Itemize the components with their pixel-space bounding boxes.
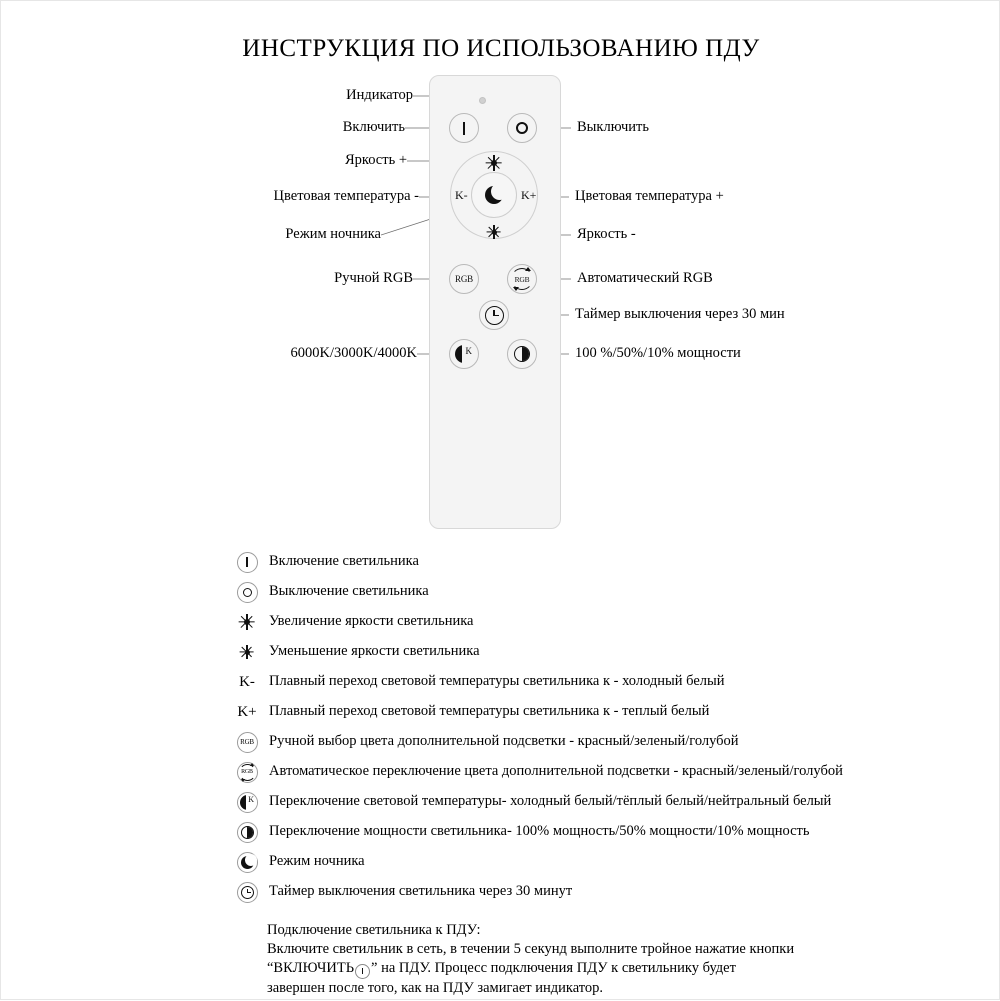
callout-night-mode: Режим ночника bbox=[285, 226, 381, 242]
list-item bbox=[225, 547, 925, 577]
page-title: ИНСТРУКЦИЯ ПО ИСПОЛЬЗОВАНИЮ ПДУ bbox=[242, 35, 760, 62]
legend-label: Увеличение яркости светильника bbox=[269, 613, 474, 630]
clock-icon bbox=[485, 306, 504, 325]
legend-icon bbox=[225, 704, 269, 721]
power-on-icon bbox=[355, 964, 370, 979]
kelvin-moon-icon: K bbox=[455, 345, 473, 363]
night-mode-button[interactable] bbox=[471, 172, 517, 218]
power-on-icon bbox=[237, 552, 258, 573]
k-minus-icon: K- bbox=[239, 673, 255, 690]
legend-icon bbox=[225, 882, 269, 903]
legend-label: Переключение световой температуры- холодный белый/тёплый белый/нейтральный белый bbox=[269, 793, 832, 810]
callout-temp-plus: Цветовая температура + bbox=[575, 188, 724, 204]
sun-dim-icon bbox=[240, 645, 254, 659]
legend-icon bbox=[225, 552, 269, 573]
legend-icon bbox=[225, 732, 269, 753]
pairing-line-2-part-2: ” на ПДУ. Процесс подключения ПДУ к светильнику будет bbox=[371, 960, 736, 977]
moon-icon bbox=[237, 852, 258, 873]
legend-icon bbox=[225, 852, 269, 873]
indicator-led bbox=[479, 97, 486, 104]
list-item bbox=[225, 787, 925, 817]
rgb-manual-icon: RGB bbox=[455, 274, 473, 284]
half-circle-icon bbox=[237, 822, 258, 843]
list-item bbox=[225, 727, 925, 757]
list-item bbox=[225, 817, 925, 847]
rgb-auto-label: RGB bbox=[241, 769, 253, 775]
kelvin-button[interactable] bbox=[449, 339, 479, 369]
legend-label: Переключение мощности светильника- 100% мощность/50% мощности/10% мощность bbox=[269, 823, 810, 840]
pairing-line-3: завершен после того, как на ПДУ замигает индикатор. bbox=[267, 979, 604, 996]
list-item bbox=[225, 697, 925, 727]
rgb-auto-label: RGB bbox=[514, 274, 530, 284]
callout-rgb-manual: Ручной RGB bbox=[334, 270, 413, 286]
legend-icon bbox=[225, 792, 269, 813]
sun-bright-icon bbox=[239, 614, 255, 630]
pairing-line-2-part-1: “ВКЛЮЧИТЬ bbox=[267, 960, 355, 977]
moon-icon bbox=[485, 186, 503, 204]
pairing-instructions bbox=[267, 921, 794, 998]
clock-icon bbox=[237, 882, 258, 903]
rgb-manual-label: RGB bbox=[240, 738, 254, 746]
callout-brightness-up: Яркость + bbox=[344, 152, 407, 168]
power-off-button[interactable] bbox=[507, 113, 537, 143]
legend-label: Выключение светильника bbox=[269, 583, 429, 600]
dial-k-plus-label[interactable]: K+ bbox=[521, 188, 537, 202]
rgb-manual-icon bbox=[237, 732, 258, 753]
legend-label: Уменьшение яркости светильника bbox=[269, 643, 480, 660]
power-on-icon bbox=[463, 122, 465, 135]
callout-timer: Таймер выключения через 30 мин bbox=[575, 306, 785, 322]
callout-kelvin-modes: 6000K/3000K/4000K bbox=[290, 345, 417, 361]
callout-power-off: Выключить bbox=[577, 119, 649, 135]
legend-label: Режим ночника bbox=[269, 853, 365, 870]
sun-bright-icon[interactable] bbox=[486, 155, 502, 171]
legend-label: Плавный переход световой температуры светильника к - холодный белый bbox=[269, 673, 725, 690]
callout-power-levels: 100 %/50%/10% мощности bbox=[575, 345, 741, 361]
callout-brightness-down: Яркость - bbox=[577, 226, 636, 242]
pairing-line-1: Включите светильник в сеть, в течении 5 секунд выполните тройное нажатие кнопки bbox=[267, 941, 795, 958]
legend-label: Плавный переход световой температуры светильника к - теплый белый bbox=[269, 703, 710, 720]
legend-label: Включение светильника bbox=[269, 553, 419, 570]
legend-icon bbox=[225, 762, 269, 783]
rgb-manual-button[interactable] bbox=[449, 264, 479, 294]
list-item bbox=[225, 667, 925, 697]
timer-button[interactable] bbox=[479, 300, 509, 330]
callout-power-on: Включить bbox=[342, 119, 405, 135]
legend-icon bbox=[225, 582, 269, 603]
rgb-auto-icon bbox=[510, 267, 534, 291]
list-item bbox=[225, 757, 925, 787]
legend-list bbox=[225, 547, 925, 907]
list-item bbox=[225, 847, 925, 877]
legend-label: Ручной выбор цвета дополнительной подсветки - красный/зеленый/голубой bbox=[269, 733, 739, 750]
callout-temp-minus: Цветовая температура - bbox=[273, 188, 419, 204]
legend-label: Автоматическое переключение цвета дополнительной подсветки - красный/зеленый/голубой bbox=[269, 763, 843, 780]
list-item bbox=[225, 607, 925, 637]
dial-k-minus-label[interactable]: K- bbox=[455, 188, 468, 202]
half-circle-icon bbox=[514, 346, 530, 362]
list-item bbox=[225, 877, 925, 907]
kelvin-moon-icon: K bbox=[237, 792, 258, 813]
sun-dim-icon[interactable] bbox=[487, 225, 501, 239]
rgb-auto-icon bbox=[237, 762, 258, 783]
k-plus-icon: K+ bbox=[237, 703, 257, 720]
rgb-auto-button[interactable] bbox=[507, 264, 537, 294]
power-level-button[interactable] bbox=[507, 339, 537, 369]
power-off-icon bbox=[237, 582, 258, 603]
pairing-line-2 bbox=[267, 959, 794, 979]
legend-icon bbox=[225, 674, 269, 691]
legend-label: Таймер выключения светильника через 30 минут bbox=[269, 883, 573, 900]
power-off-icon bbox=[516, 122, 528, 134]
pairing-heading: Подключение светильника к ПДУ: bbox=[267, 922, 481, 938]
list-item bbox=[225, 577, 925, 607]
legend-icon bbox=[225, 822, 269, 843]
list-item bbox=[225, 637, 925, 667]
callout-rgb-auto: Автоматический RGB bbox=[577, 270, 713, 286]
callout-indicator: Индикатор bbox=[346, 87, 413, 103]
power-on-button[interactable] bbox=[449, 113, 479, 143]
